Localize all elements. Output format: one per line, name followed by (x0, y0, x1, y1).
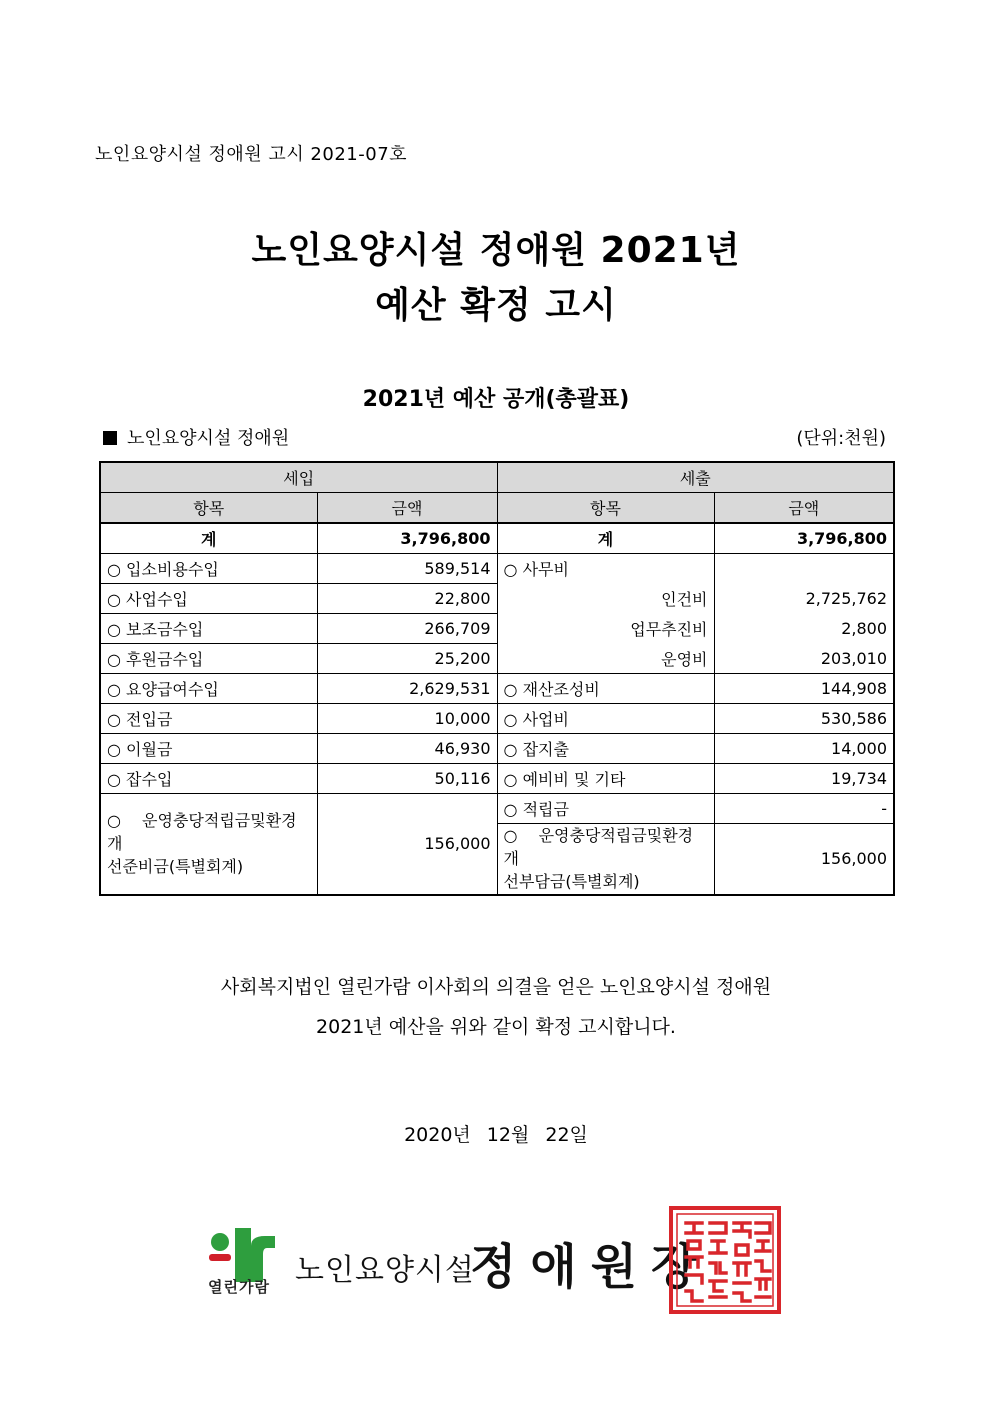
table-row (100, 674, 894, 704)
income-amount: 22,800 (317, 584, 497, 614)
table-row (100, 614, 894, 644)
income-total-label: 계 (100, 523, 317, 554)
table-row (100, 644, 894, 674)
table-row (100, 554, 894, 584)
expense-sub-item: 인건비 (497, 584, 714, 614)
expense-amount: 144,908 (714, 674, 894, 704)
income-header: 세입 (100, 462, 497, 493)
income-amount-reserve: 156,000 (317, 794, 497, 895)
income-amount: 2,629,531 (317, 674, 497, 704)
income-item: ○ 사업수입 (100, 584, 317, 614)
income-item: ○ 이월금 (100, 734, 317, 764)
expense-item-reserve (497, 824, 714, 895)
table-row (100, 734, 894, 764)
table-row (100, 794, 894, 824)
expense-amount-col: 금액 (714, 493, 894, 524)
budget-table (99, 461, 895, 896)
income-item-col: 항목 (100, 493, 317, 524)
table-row (100, 704, 894, 734)
expense-item-reserve-line2: 선부담금(특별회계) (503, 872, 640, 892)
income-item: ○ 보조금수입 (100, 614, 317, 644)
expense-sub-amount: 2,725,762 (714, 584, 894, 614)
income-amount: 266,709 (317, 614, 497, 644)
statement-line2: 2021년 예산을 위와 같이 확정 고시합니다. (316, 1016, 676, 1038)
income-item-reserve-line2: 선준비금(특별회계) (107, 857, 244, 877)
table-row (100, 764, 894, 794)
expense-item: ○ 재산조성비 (497, 674, 714, 704)
income-item: ○ 입소비용수입 (100, 554, 317, 584)
expense-item-reserve-line1: ○ 운영충당적립금및환경개 (503, 826, 694, 869)
official-seal-stamp (668, 1205, 782, 1315)
total-row (100, 523, 894, 554)
income-item: ○ 요양급여수입 (100, 674, 317, 704)
logo-text: 열린가람 (208, 1278, 270, 1296)
expense-amount-reserve: 156,000 (714, 824, 894, 895)
expense-amount: 530,586 (714, 704, 894, 734)
income-item: ○ 잡수입 (100, 764, 317, 794)
expense-sub-item: 업무추진비 (497, 614, 714, 644)
income-amount: 46,930 (317, 734, 497, 764)
expense-item: ○ 사무비 (497, 554, 714, 584)
expense-sub-item: 운영비 (497, 644, 714, 674)
expense-amount-empty (714, 554, 894, 584)
expense-sub-amount: 203,010 (714, 644, 894, 674)
page-title-line1: 노인요양시설 정애원 2021년 (251, 230, 741, 271)
table-subtitle: 2021년 예산 공개(총괄표) (362, 387, 630, 412)
income-amount: 25,200 (317, 644, 497, 674)
notice-number: 노인요양시설 정애원 고시 2021-07호 (95, 144, 408, 165)
expense-item: ○ 적립금 (497, 794, 714, 824)
expense-item-col: 항목 (497, 493, 714, 524)
facility-director-label: 정애원장 (470, 1239, 712, 1295)
expense-item: ○ 사업비 (497, 704, 714, 734)
notice-date: 2020년 12월 22일 (404, 1124, 588, 1146)
expense-total-label: 계 (497, 523, 714, 554)
income-item: ○ 전입금 (100, 704, 317, 734)
table-row (100, 584, 894, 614)
income-amount: 589,514 (317, 554, 497, 584)
facility-type-label: 노인요양시설 (295, 1253, 475, 1288)
income-item: ○ 후원금수입 (100, 644, 317, 674)
income-item-reserve (100, 794, 317, 895)
page-title-line2: 예산 확정 고시 (375, 285, 617, 326)
expense-total-amount: 3,796,800 (714, 523, 894, 554)
expense-amount: - (714, 794, 894, 824)
expense-amount: 14,000 (714, 734, 894, 764)
expense-amount: 19,734 (714, 764, 894, 794)
income-amount: 10,000 (317, 704, 497, 734)
table-column-header-row (100, 493, 894, 524)
income-total-amount: 3,796,800 (317, 523, 497, 554)
statement-line1: 사회복지법인 열린가람 이사회의 의결을 얻은 노인요양시설 정애원 (220, 976, 772, 998)
income-amount-col: 금액 (317, 493, 497, 524)
expense-item: ○ 잡지출 (497, 734, 714, 764)
expense-item: ○ 예비비 및 기타 (497, 764, 714, 794)
org-name: 노인요양시설 정애원 (127, 428, 290, 449)
income-amount: 50,116 (317, 764, 497, 794)
org-line (103, 424, 289, 450)
expense-sub-amount: 2,800 (714, 614, 894, 644)
table-group-header-row (100, 462, 894, 493)
income-item-reserve-line1: ○ 운영충당적립금및환경개 (107, 811, 297, 854)
square-bullet-icon (103, 431, 117, 445)
unit-label: (단위:천원) (796, 428, 886, 449)
expense-header: 세출 (497, 462, 894, 493)
